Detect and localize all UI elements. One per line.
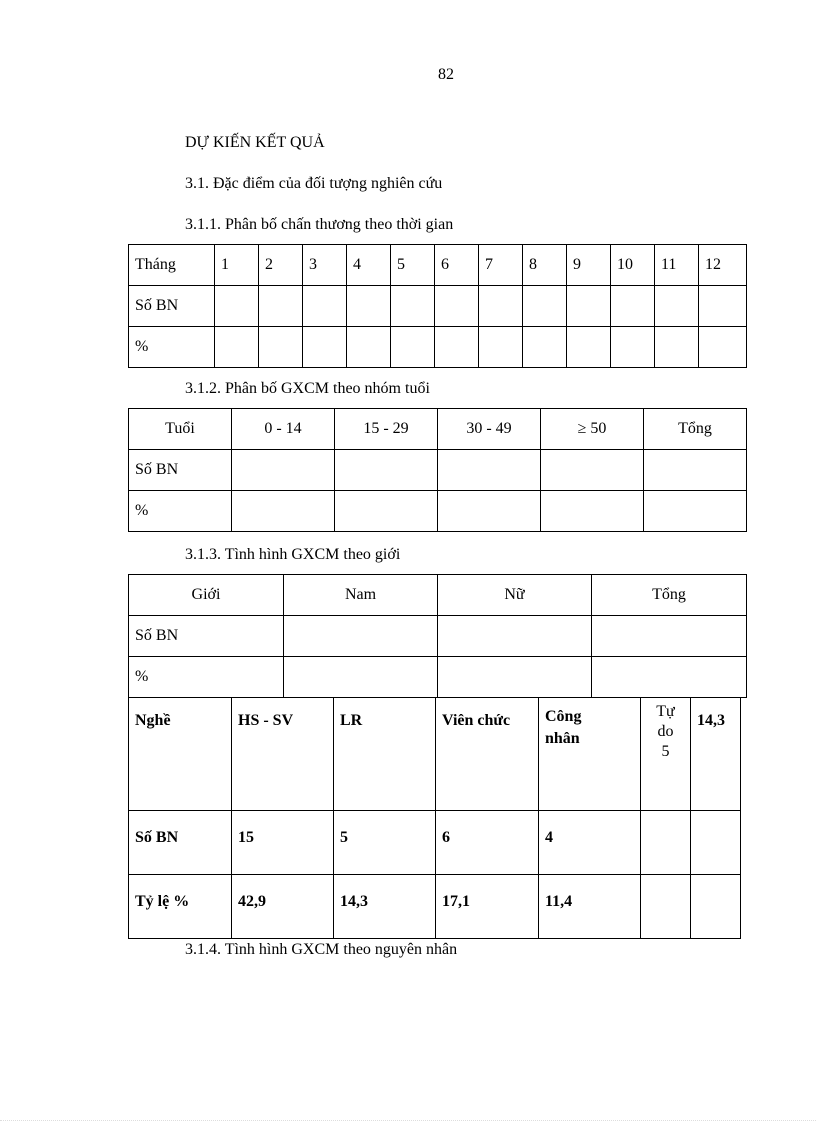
table-header-cell: 3 (303, 245, 347, 286)
heading-3-1-2: 3.1.2. Phân bố GXCM theo nhóm tuổi (185, 380, 430, 397)
heading-3-1-4: 3.1.4. Tình hình GXCM theo nguyên nhân (185, 941, 458, 958)
table-job-header-row (129, 698, 741, 811)
table-header-cell: Giới (129, 575, 284, 616)
table-header-cell: 10 (611, 245, 655, 286)
heading-3-1-3: 3.1.3. Tình hình GXCM theo giới (185, 546, 401, 563)
table-header-cell-tu-do (641, 698, 691, 811)
table-header-cell: ≥ 50 (541, 409, 644, 450)
row-label: % (129, 657, 284, 698)
table-gender (128, 574, 747, 698)
table-month-header-row (129, 245, 747, 286)
table-cell: 6 (436, 811, 539, 875)
table-header-cell: 30 - 49 (438, 409, 541, 450)
table-header-cell-cong-nhan (539, 698, 641, 811)
table-cell: 14,3 (334, 875, 436, 939)
table-header-cell: 8 (523, 245, 567, 286)
page-number: 82 (438, 66, 454, 83)
table-header-cell: Tổng (644, 409, 747, 450)
table-header-cell: 1 (215, 245, 259, 286)
row-label: Số BN (129, 616, 284, 657)
table-header-cell: Nam (284, 575, 438, 616)
header-line: Công (545, 708, 582, 725)
table-header-cell: Viên chức (436, 698, 539, 811)
table-header-cell: 7 (479, 245, 523, 286)
table-cell: 15 (232, 811, 334, 875)
row-label: Số BN (129, 450, 232, 491)
table-cell: 4 (539, 811, 641, 875)
table-header-cell: 4 (347, 245, 391, 286)
table-age (128, 408, 747, 532)
table-row (129, 491, 747, 532)
table-header-cell: Tổng (592, 575, 747, 616)
row-label: % (129, 491, 232, 532)
table-job (128, 697, 741, 939)
table-header-cell: HS - SV (232, 698, 334, 811)
table-row (129, 616, 747, 657)
section-title: DỰ KIẾN KẾT QUẢ (185, 134, 325, 151)
table-row (129, 286, 747, 327)
table-cell: 42,9 (232, 875, 334, 939)
table-row (129, 657, 747, 698)
table-header-cell: 14,3 (691, 698, 741, 811)
table-cell: 5 (334, 811, 436, 875)
table-cell (641, 811, 691, 875)
table-header-cell: Tháng (129, 245, 215, 286)
table-cell: 17,1 (436, 875, 539, 939)
header-line: Tự (656, 703, 675, 720)
table-cell (641, 875, 691, 939)
table-row (129, 327, 747, 368)
heading-3-1: 3.1. Đặc điểm của đối tượng nghiên cứu (185, 175, 443, 192)
table-row (129, 450, 747, 491)
table-row (129, 875, 741, 939)
table-gender-header-row (129, 575, 747, 616)
table-header-cell: Nghề (129, 698, 232, 811)
row-label: % (129, 327, 215, 368)
table-header-cell: 11 (655, 245, 699, 286)
row-label: Tỷ lệ % (129, 875, 232, 939)
table-cell (691, 875, 741, 939)
table-header-cell: Tuổi (129, 409, 232, 450)
table-header-cell: 0 - 14 (232, 409, 335, 450)
heading-3-1-1: 3.1.1. Phân bố chấn thương theo thời gian (185, 216, 454, 233)
page-bottom-edge (0, 1120, 816, 1122)
table-header-cell: 5 (391, 245, 435, 286)
table-header-cell: 2 (259, 245, 303, 286)
table-cell: 11,4 (539, 875, 641, 939)
header-line: 5 (661, 743, 670, 760)
table-header-cell: 12 (699, 245, 747, 286)
table-header-cell: LR (334, 698, 436, 811)
table-age-header-row (129, 409, 747, 450)
row-label: Số BN (129, 286, 215, 327)
table-header-cell: 6 (435, 245, 479, 286)
table-cell (691, 811, 741, 875)
table-row (129, 811, 741, 875)
header-line: nhân (545, 730, 580, 747)
table-month (128, 244, 747, 368)
header-line: do (657, 723, 674, 740)
table-header-cell: 15 - 29 (335, 409, 438, 450)
table-header-cell: 9 (567, 245, 611, 286)
row-label: Số BN (129, 811, 232, 875)
table-header-cell: Nữ (438, 575, 592, 616)
